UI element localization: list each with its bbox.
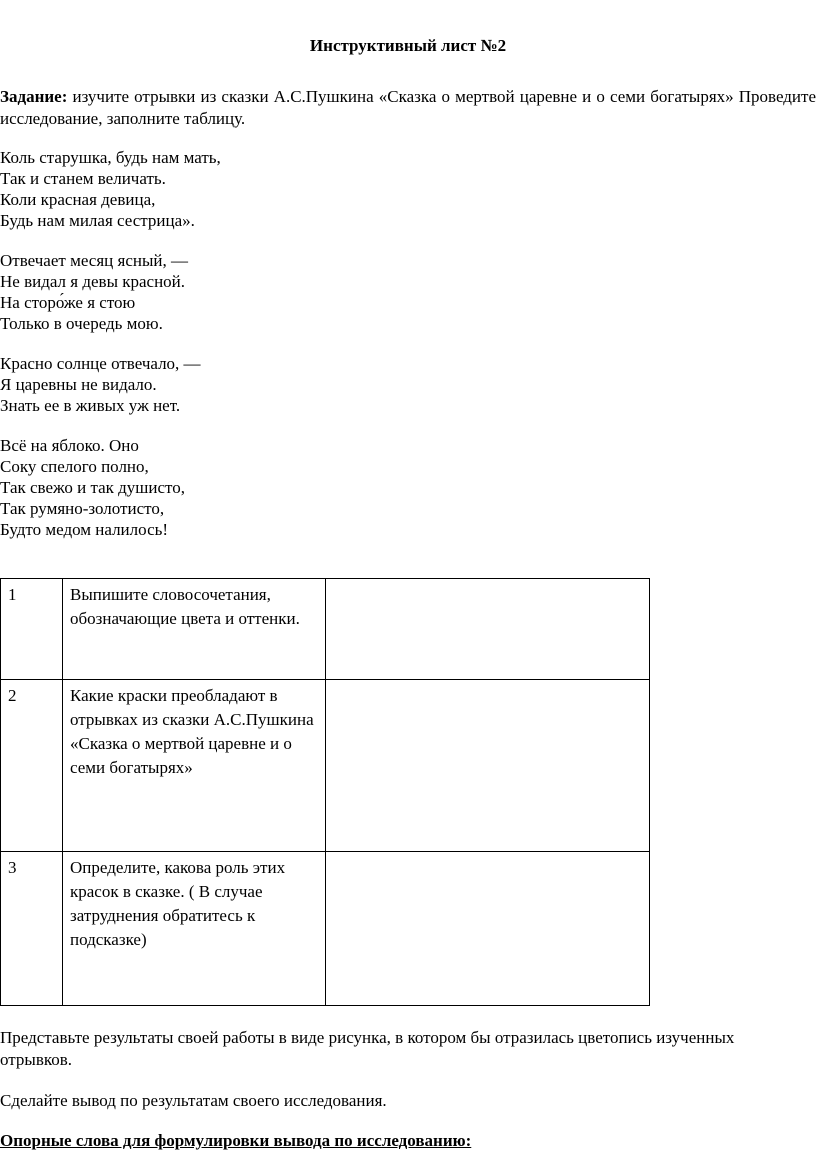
conclusion-instruction: Сделайте вывод по результатам своего исследования. bbox=[0, 1091, 387, 1110]
task-label: Задание: bbox=[0, 87, 68, 106]
row-number: 3 bbox=[1, 852, 63, 1006]
table-row bbox=[1, 680, 650, 852]
task-paragraph bbox=[0, 86, 816, 130]
verse-line: Так и станем величать. bbox=[0, 169, 166, 188]
row-number: 1 bbox=[1, 579, 63, 680]
stanza-3 bbox=[0, 353, 201, 416]
stanza-4 bbox=[0, 435, 185, 540]
verse-line: Не видал я девы красной. bbox=[0, 272, 186, 291]
verse-line: Я царевны не видало. bbox=[0, 375, 157, 394]
stanza-2 bbox=[0, 250, 188, 334]
verse-line: Так свежо и так душисто, bbox=[0, 478, 185, 497]
verse-line: Всё на яблоко. Оно bbox=[0, 436, 139, 455]
verse-line: Отвечает месяц ясный, — bbox=[0, 251, 188, 270]
stanza-1 bbox=[0, 147, 221, 231]
table-row bbox=[1, 852, 650, 1006]
task-text: изучите отрывки из сказки А.С.Пушкина «Сказка о мертвой царевне и о семи богатырях» Проведите исследование, заполните таблицу. bbox=[0, 87, 816, 128]
verse-line: Только в очередь мою. bbox=[0, 314, 163, 333]
verse-line: Соку спелого полно, bbox=[0, 457, 149, 476]
page-title: Инструктивный лист №2 bbox=[309, 36, 507, 55]
table-row bbox=[1, 579, 650, 680]
verse-line: Коли красная девица, bbox=[0, 190, 156, 209]
answer-cell[interactable] bbox=[326, 852, 650, 1006]
verse-line: Будь нам милая сестрица». bbox=[0, 211, 195, 230]
answer-cell[interactable] bbox=[326, 579, 650, 680]
row-question: Выпишите словосочетания, обозначающие цвета и оттенки. bbox=[63, 579, 326, 680]
verse-line: На сторо́же я стою bbox=[0, 293, 136, 312]
research-table bbox=[0, 578, 650, 1006]
row-question: Определите, какова роль этих красок в сказке. ( В случае затруднения обратитесь к подсказке) bbox=[63, 852, 326, 1006]
drawing-instruction: Представьте результаты своей работы в виде рисунка, в котором бы отразилась цветопись изученных отрывков. bbox=[0, 1028, 735, 1069]
verse-line: Коль старушка, будь нам мать, bbox=[0, 148, 221, 167]
row-question: Какие краски преобладают в отрывках из сказки А.С.Пушкина «Сказка о мертвой царевне и о семи богатырях» bbox=[63, 680, 326, 852]
verse-line: Знать ее в живых уж нет. bbox=[0, 396, 181, 415]
row-number: 2 bbox=[1, 680, 63, 852]
answer-cell[interactable] bbox=[326, 680, 650, 852]
verse-line: Так румяно-золотисто, bbox=[0, 499, 165, 518]
verse-line: Будто медом налилось! bbox=[0, 520, 169, 539]
verse-line: Красно солнце отвечало, — bbox=[0, 354, 201, 373]
keywords-heading: Опорные слова для формулировки вывода по исследованию: bbox=[0, 1131, 472, 1150]
